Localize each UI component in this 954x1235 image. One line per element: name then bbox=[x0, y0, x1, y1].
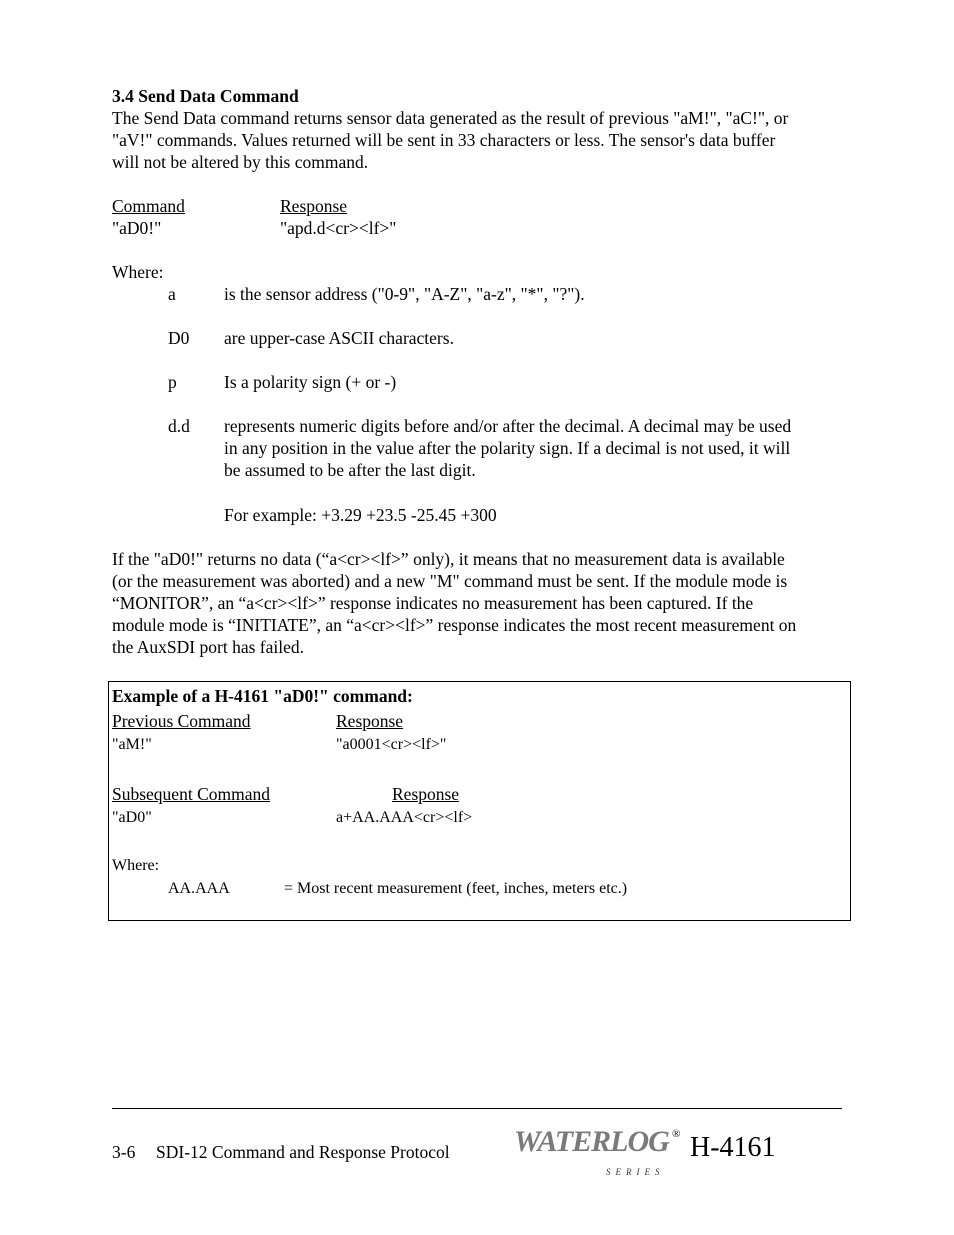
subsequent-response-header: Response bbox=[392, 784, 460, 804]
example-variable-term: AA.AAA bbox=[168, 880, 230, 897]
where-definition: are upper-case ASCII characters. bbox=[224, 328, 454, 348]
where-definition: Is a polarity sign (+ or -) bbox=[224, 372, 397, 392]
section-title: 3.4 Send Data Command bbox=[112, 86, 299, 106]
footer-rule bbox=[112, 1108, 842, 1109]
where-term: d.d bbox=[168, 416, 190, 436]
subsequent-response: a+AA.AAA<cr><lf> bbox=[336, 809, 473, 826]
response-syntax: "apd.d<cr><lf>" bbox=[280, 218, 397, 238]
where-definition: be assumed to be after the last digit. bbox=[224, 460, 476, 480]
waterlog-wordmark: WATERLOG bbox=[514, 1125, 669, 1158]
subsequent-command-header: Subsequent Command bbox=[112, 784, 270, 804]
example-box-title: Example of a H-4161 "aD0!" command: bbox=[112, 686, 413, 706]
command-syntax: "aD0!" bbox=[112, 218, 162, 238]
intro-line: The Send Data command returns sensor data generated as the result of previous "aM!", "aC!", or bbox=[112, 108, 789, 128]
where-definition: in any position in the value after the polarity sign. If a decimal is not used, it will bbox=[224, 438, 791, 458]
where-term: p bbox=[168, 372, 177, 392]
chapter-title: SDI-12 Command and Response Protocol bbox=[156, 1142, 450, 1162]
no-data-paragraph bbox=[112, 548, 852, 658]
where-label: Where: bbox=[112, 262, 164, 282]
previous-command: "aM!" bbox=[112, 736, 152, 753]
series-wordmark: SERIES bbox=[606, 1167, 665, 1177]
paragraph-line: (or the measurement was aborted) and a new "M" command must be sent. If the module mode is bbox=[112, 571, 788, 591]
where-definition: is the sensor address ("0-9", "A-Z", "a-z", "*", "?"). bbox=[224, 284, 585, 304]
example-values: For example: +3.29 +23.5 -25.45 +300 bbox=[224, 505, 497, 525]
intro-line: "aV!" commands. Values returned will be sent in 33 characters or less. The sensor's data buffer bbox=[112, 130, 776, 150]
command-header: Command bbox=[112, 196, 185, 216]
where-term: D0 bbox=[168, 328, 190, 348]
paragraph-line: “MONITOR”, an “a<cr><lf>” response indicates no measurement has been captured. If the bbox=[112, 593, 754, 613]
previous-response-header: Response bbox=[336, 711, 404, 731]
response-header: Response bbox=[280, 196, 348, 216]
page-number: 3-6 bbox=[112, 1142, 136, 1162]
paragraph-line: the AuxSDI port has failed. bbox=[112, 637, 304, 657]
paragraph-line: module mode is “INITIATE”, an “a<cr><lf>” response indicates the most recent measurement on bbox=[112, 615, 797, 635]
previous-command-header: Previous Command bbox=[112, 711, 251, 731]
where-definition: represents numeric digits before and/or after the decimal. A decimal may be used bbox=[224, 416, 792, 436]
where-term: a bbox=[168, 284, 176, 304]
intro-line: will not be altered by this command. bbox=[112, 152, 369, 172]
example-variable-description: = Most recent measurement (feet, inches, meters etc.) bbox=[284, 880, 628, 897]
paragraph-line: If the "aD0!" returns no data (“a<cr><lf>” only), it means that no measurement data is available bbox=[112, 549, 785, 569]
subsequent-command: "aD0" bbox=[112, 809, 152, 826]
previous-response: "a0001<cr><lf>" bbox=[336, 736, 447, 753]
example-where-label: Where: bbox=[112, 857, 160, 874]
intro-paragraph bbox=[112, 107, 852, 173]
registered-mark: ® bbox=[672, 1128, 681, 1140]
model-number: H-4161 bbox=[690, 1132, 776, 1163]
waterlog-logo bbox=[514, 1125, 669, 1158]
